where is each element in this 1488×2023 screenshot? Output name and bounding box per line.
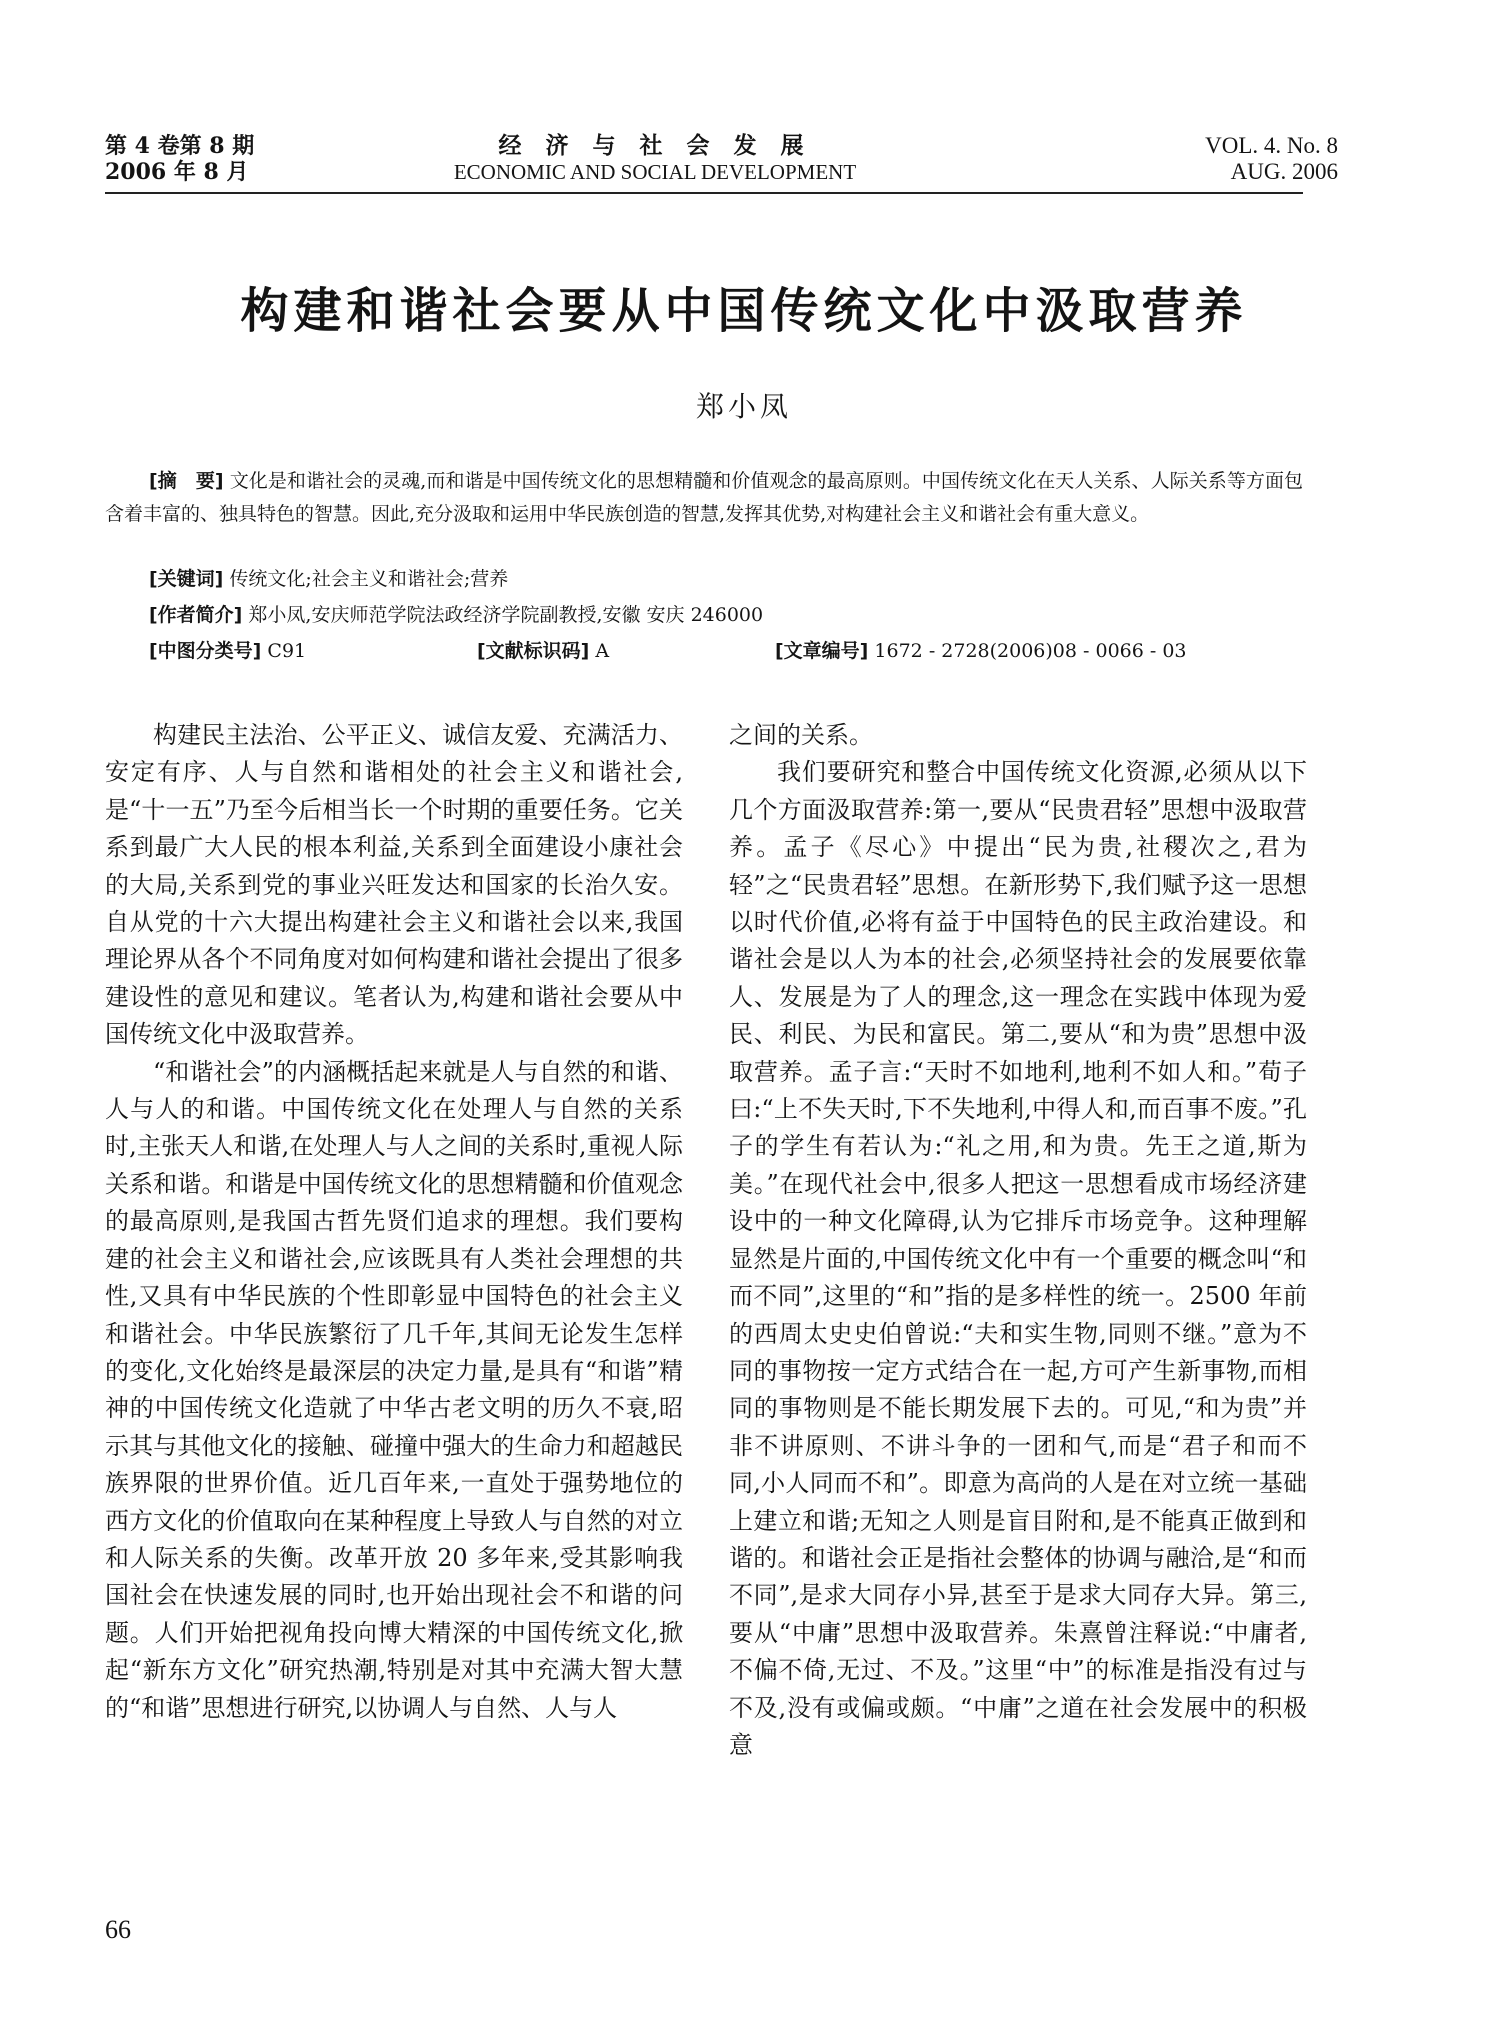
article-author: 郑小凤 [695,390,792,423]
keywords-label: [关键词] [149,568,224,590]
journal-name [420,133,890,185]
body-paragraph: 之间的关系。 [729,721,873,749]
clc-number [149,636,306,666]
journal-name-english: ECONOMIC AND SOCIAL DEVELOPMENT [453,160,857,184]
journal-name-chinese: 经 济 与 社 会 发 展 [498,132,812,159]
volume-issue: 第 4 卷第 8 期 [105,133,255,159]
abstract-label: [摘 要] [149,470,224,492]
journal-volume-info [105,133,254,185]
abstract-text: 文化是和谐社会的灵魂,而和谐是中国传统文化的思想精髓和价值观念的最高原则。中国传统文化在天人关系、人际关系等方面包含着丰富的、独具特色的智慧。因此,充分汲取和运用中华民族创造的智慧,发挥其优势,对构建社会主义和谐社会有重大意义。 [105,470,1304,525]
page-number: 66 [105,1915,131,1944]
header-rule [105,192,1303,194]
author-bio-text: 郑小凤,安庆师范学院法政经济学院副教授,安徽 安庆 246000 [248,604,764,626]
body-paragraph: “和谐社会”的内涵概括起来就是人与自然的和谐、人与人的和谐。中国传统文化在处理人与自然的关系时,主张天人和谐,在处理人与人之间的关系时,重视人际关系和谐。和谐是中国传统文化的思想精髓和价值观念的最高原则,是我国古哲先贤们追求的理想。我们要构建的社会主义和谐社会,应该既具有人类社会理想的共性,又具有中华民族的个性即彰显中国特色的社会主义和谐社会。中华民族繁衍了几千年,其间无论发生怎样的变化,文化始终是最深层的决定力量,是具有“和谐”精神的中国传统文化造就了中华古老文明的历久不衰,昭示其与其他文化的接触、碰撞中强大的生命力和超越民族界限的世界价值。近几百年来,一直处于强势地位的西方文化的价值取向在某种程度上导致人与自然的对立和人际关系的失衡。改革开放 20 多年来,受其影响我国社会在快速发展的同时,也开始出现社会不和谐的问题。人们开始把视角投向博大精深的中国传统文化,掀起“新东方文化”研究热潮,特别是对其中充满大智大慧的“和谐”思想进行研究,以协调人与自然、人与人 [105,1057,683,1722]
body-right-column [729,717,1307,1764]
doc-code-label: [文献标识码] [477,640,590,662]
doc-code-value: A [595,640,610,662]
clc-value: C91 [267,640,307,662]
volume-issue-english: VOL. 4. No. 8 [1205,133,1338,158]
abstract [105,465,1303,531]
article-number-value: 1672 - 2728(2006)08 - 0066 - 03 [874,640,1187,662]
article-number [775,636,1187,666]
journal-volume-info-english [1205,133,1338,185]
publication-date-english: AUG. 2006 [1230,159,1338,184]
doc-code [477,636,609,666]
keywords-text: 传统文化;社会主义和谐社会;营养 [229,568,509,590]
keywords [149,564,508,594]
body-left-column [105,717,683,1727]
publication-date: 2006 年 8 月 [105,159,249,185]
body-paragraph: 我们要研究和整合中国传统文化资源,必须从以下几个方面汲取营养:第一,要从“民贵君轻”思想中汲取营养。孟子《尽心》中提出“民为贵,社稷次之,君为轻”之“民贵君轻”思想。在新形势下,我们赋予这一思想以时代价值,必将有益于中国特色的民主政治建设。和谐社会是以人为本的社会,必须坚持社会的发展要依靠人、发展是为了人的理念,这一理念在实践中体现为爱民、利民、为民和富民。第二,要从“和为贵”思想中汲取营养。孟子言:“天时不如地利,地利不如人和。”荀子曰:“上不失天时,下不失地利,中得人和,而百事不废。”孔子的学生有若认为:“礼之用,和为贵。先王之道,斯为美。”在现代社会中,很多人把这一思想看成市场经济建设中的一种文化障碍,认为它排斥市场竞争。这种理解显然是片面的,中国传统文化中有一个重要的概念叫“和而不同”,这里的“和”指的是多样性的统一。2500 年前的西周太史史伯曾说:“夫和实生物,同则不继。”意为不同的事物按一定方式结合在一起,方可产生新事物,而相同的事物则是不能长期发展下去的。可见,“和为贵”并非不讲原则、不讲斗争的一团和气,而是“君子和而不同,小人同而不和”。即意为高尚的人是在对立统一基础上建立和谐;无知之人则是盲目附和,是不能真正做到和谐的。和谐社会正是指社会整体的协调与融洽,是“和而不同”,是求大同存小异,甚至于是求大同存大异。第三,要从“中庸”思想中汲取营养。朱熹曾注释说:“中庸者,不偏不倚,无过、不及。”这里“中”的标准是指没有过与不及,没有或偏或颇。“中庸”之道在社会发展中的积极意 [729,758,1307,1759]
body-paragraph: 构建民主法治、公平正义、诚信友爱、充满活力、安定有序、人与自然和谐相处的社会主义和谐社会,是“十一五”乃至今后相当长一个时期的重要任务。它关系到最广大人民的根本利益,关系到全面建设小康社会的大局,关系到党的事业兴旺发达和国家的长治久安。自从党的十六大提出构建社会主义和谐社会以来,我国理论界从各个不同角度对如何构建和谐社会提出了很多建设性的意见和建议。笔者认为,构建和谐社会要从中国传统文化中汲取营养。 [105,721,683,1049]
author-bio-label: [作者简介] [149,604,243,626]
author-bio [149,600,763,630]
article-number-label: [文章编号] [775,640,869,662]
article-title: 构建和谐社会要从中国传统文化中汲取营养 [240,283,1248,339]
clc-label: [中图分类号] [149,640,262,662]
